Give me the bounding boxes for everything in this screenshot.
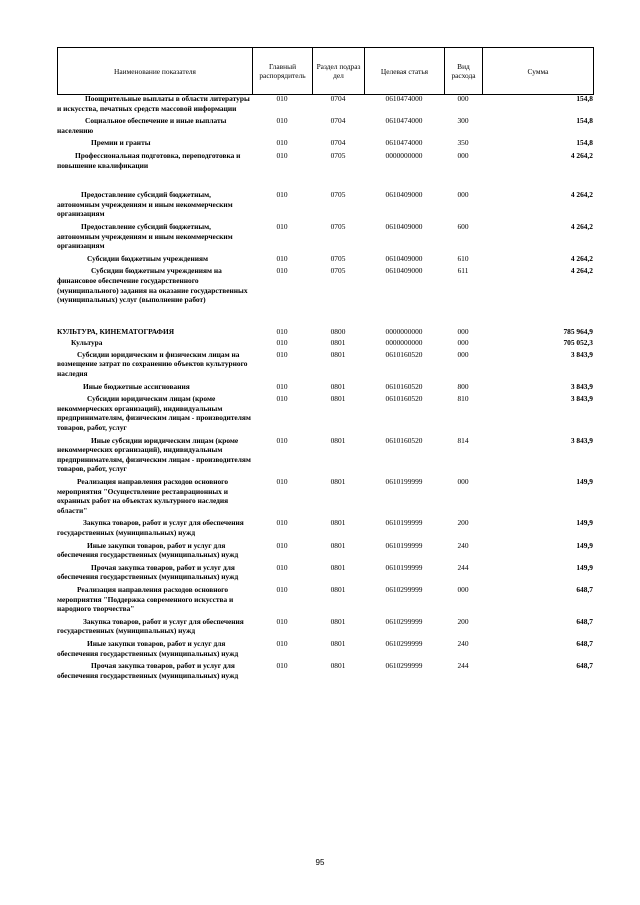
row-name-cell: Субсидии юридическим и физическим лицам на возмещение затрат по сохранению объектов культурного наследия [57,349,248,379]
sum-cell: 154,8 [576,116,593,126]
budget-table [57,94,593,680]
admin-cell: 010 [276,116,288,126]
admin-cell: 010 [276,381,288,391]
target-cell: 0610199999 [385,562,423,572]
admin-cell: 010 [276,94,288,103]
table-header [57,47,594,95]
type-cell: 350 [457,138,469,148]
type-cell: 000 [457,190,469,200]
section-cell: 0801 [330,661,346,671]
row-name-cell: Иные бюджетные ассигнования [83,381,190,391]
type-cell: 610 [457,253,469,263]
row-name-cell: Культура [71,338,103,348]
type-cell: 000 [457,150,469,160]
type-cell: 000 [457,94,469,103]
target-cell: 0610409000 [385,253,423,263]
admin-cell: 010 [276,616,288,626]
admin-cell: 010 [276,326,288,336]
table-row [57,254,593,264]
row-name-cell: Предоставление субсидий бюджетным, автономным учреждениям и иным некоммерческим организациям [57,190,233,219]
target-cell: 0610299999 [385,584,423,594]
sum-cell: 154,8 [576,94,593,103]
row-name-cell: Реализация направления расходов основного мероприятия "Поддержка современного искусства и народного творчества" [57,584,234,614]
sum-cell: 154,8 [576,138,593,148]
sum-cell: 4 264,2 [570,190,593,200]
table-row [57,350,593,379]
type-cell: 000 [457,349,469,359]
sum-cell: 3 843,9 [570,349,593,359]
section-cell: 0705 [330,221,346,231]
target-cell: 0610160520 [385,349,423,359]
target-cell: 0610199999 [385,477,423,486]
target-cell: 0610474000 [385,116,423,126]
admin-cell: 010 [276,584,288,594]
column-header-type: Вид расхода [445,48,483,95]
section-cell: 0705 [330,266,346,276]
table-row [57,661,593,680]
table-row [57,477,593,515]
table-row [57,436,593,474]
row-name-cell: Иные закупки товаров, работ и услуг для обеспечения государственных (муниципальных) нужд [57,540,239,560]
row-name-cell: Социальное обеспечение и иные выплаты населению [57,116,227,135]
admin-cell: 010 [276,338,288,348]
type-cell: 200 [457,616,469,626]
target-cell: 0610474000 [385,94,423,103]
section-cell: 0801 [330,616,346,626]
section-cell: 0704 [330,138,346,148]
table-row [57,116,593,135]
table-row [57,222,593,251]
type-cell: 600 [457,221,469,231]
section-cell: 0801 [330,518,346,528]
column-header-section: Раздел подраз дел [313,48,365,95]
table-row [57,327,593,337]
admin-cell: 010 [276,638,288,648]
row-name-cell: Субсидии бюджетным учреждениям на финансовое обеспечение государственного (муниципального) задания на оказание государственных (муниципальных) услуг (выполнение работ) [57,266,248,305]
section-cell: 0801 [330,540,346,550]
type-cell: 814 [457,435,469,445]
table-row [57,382,593,392]
section-cell: 0801 [330,349,346,359]
spacer-cell [57,305,593,327]
spacer-cell [57,170,593,190]
type-cell: 810 [457,394,469,404]
table-body [57,94,593,680]
section-cell: 0801 [330,338,346,348]
row-name-cell: Прочая закупка товаров, работ и услуг для обеспечения государственных (муниципальных) нужд [57,661,239,680]
row-name-cell: КУЛЬТУРА, КИНЕМАТОГРАФИЯ [57,326,175,336]
row-name-cell: Поощрительные выплаты в области литературы и искусства, печатных средств массовой информации [57,94,250,113]
type-cell: 240 [457,638,469,648]
sum-cell: 4 264,2 [570,150,593,160]
sum-cell: 4 264,2 [570,221,593,231]
target-cell: 0000000000 [385,338,423,348]
table-row [57,151,593,170]
target-cell: 0610199999 [385,540,423,550]
type-cell: 000 [457,326,469,336]
target-cell: 0610474000 [385,138,423,148]
sum-cell: 648,7 [576,584,593,594]
table-row [57,518,593,537]
sum-cell: 149,9 [576,562,593,572]
section-cell: 0801 [330,562,346,572]
section-cell: 0801 [330,435,346,445]
table-row [57,190,593,219]
section-cell: 0705 [330,253,346,263]
admin-cell: 010 [276,435,288,445]
section-cell: 0801 [330,584,346,594]
section-cell: 0705 [330,190,346,200]
admin-cell: 010 [276,562,288,572]
admin-cell: 010 [276,540,288,550]
type-cell: 000 [457,477,469,486]
target-cell: 0610299999 [385,638,423,648]
sum-cell: 648,7 [576,638,593,648]
column-header-sum: Сумма [483,48,594,95]
admin-cell: 010 [276,190,288,200]
row-name-cell: Иные закупки товаров, работ и услуг для обеспечения государственных (муниципальных) нужд [57,638,239,658]
sum-cell: 648,7 [576,661,593,671]
row-name-cell: Профессиональная подготовка, переподготовка и повышение квалификации [57,150,241,170]
target-cell: 0000000000 [385,150,423,160]
page-number: 95 [315,858,325,867]
sum-cell: 3 843,9 [570,435,593,445]
target-cell: 0610409000 [385,266,423,276]
admin-cell: 010 [276,477,288,486]
type-cell: 300 [457,116,469,126]
row-name-cell: Реализация направления расходов основного мероприятия "Осуществление реставрационных и охранных работ на объектах культурного наследия области" [57,477,229,515]
target-cell: 0000000000 [385,326,423,336]
admin-cell: 010 [276,266,288,276]
table-row [57,94,593,113]
admin-cell: 010 [276,518,288,528]
sum-cell: 705 052,3 [563,338,593,348]
row-name-cell: Предоставление субсидий бюджетным, автономным учреждениям и иным некоммерческим организациям [57,221,233,251]
sum-cell: 3 843,9 [570,394,593,404]
table-row [57,563,593,582]
sum-cell: 785 964,9 [563,326,593,336]
sum-cell: 3 843,9 [570,381,593,391]
admin-cell: 010 [276,349,288,359]
table-row [57,541,593,560]
section-cell: 0801 [330,477,346,486]
admin-cell: 010 [276,253,288,263]
type-cell: 244 [457,661,469,671]
sum-cell: 149,9 [576,477,593,486]
admin-cell: 010 [276,394,288,404]
type-cell: 800 [457,381,469,391]
target-cell: 0610299999 [385,661,423,671]
section-cell: 0801 [330,381,346,391]
target-cell: 0610409000 [385,190,423,200]
sum-cell: 4 264,2 [570,266,593,276]
table-row [57,338,593,348]
section-cell: 0800 [330,326,346,336]
admin-cell: 010 [276,150,288,160]
row-name-cell: Прочая закупка товаров, работ и услуг для обеспечения государственных (муниципальных) нужд [57,562,239,582]
type-cell: 240 [457,540,469,550]
row-name-cell: Иные субсидии юридическим лицам (кроме некоммерческих организаций), индивидуальным предпринимателям, физическим лицам - производителям товаров, работ, услуг [57,435,251,474]
column-header-target: Целевая статья [365,48,445,95]
table-row [57,138,593,148]
section-cell: 0801 [330,394,346,404]
type-cell: 244 [457,562,469,572]
row-spacer [57,305,593,327]
admin-cell: 010 [276,221,288,231]
type-cell: 200 [457,518,469,528]
admin-cell: 010 [276,138,288,148]
table-row [57,617,593,636]
row-spacer [57,170,593,190]
sum-cell: 149,9 [576,540,593,550]
admin-cell: 010 [276,661,288,671]
row-name-cell: Субсидии юридическим лицам (кроме некоммерческих организаций), индивидуальным предпринимателям, физическим лицам - производителям товаров, работ, услуг [57,394,251,433]
section-cell: 0704 [330,116,346,126]
target-cell: 0610160520 [385,381,423,391]
table-row [57,585,593,614]
target-cell: 0610409000 [385,221,423,231]
sum-cell: 648,7 [576,616,593,626]
sum-cell: 149,9 [576,518,593,528]
type-cell: 000 [457,338,469,348]
type-cell: 000 [457,584,469,594]
row-name-cell: Закупка товаров, работ и услуг для обеспечения государственных (муниципальных) нужд [57,616,244,636]
table-row [57,266,593,304]
sum-cell: 4 264,2 [570,253,593,263]
section-cell: 0801 [330,638,346,648]
row-name-cell: Закупка товаров, работ и услуг для обеспечения государственных (муниципальных) нужд [57,518,244,537]
type-cell: 611 [457,266,469,276]
table-row [57,639,593,658]
target-cell: 0610299999 [385,616,423,626]
target-cell: 0610160520 [385,435,423,445]
row-name-cell: Субсидии бюджетным учреждениям [87,253,209,263]
column-header-name: Наименование показателя [58,48,253,95]
section-cell: 0705 [330,150,346,160]
target-cell: 0610199999 [385,518,423,528]
table-row [57,394,593,432]
column-header-admin: Главный распорядитель [253,48,313,95]
target-cell: 0610160520 [385,394,423,404]
section-cell: 0704 [330,94,346,103]
row-name-cell: Премии и гранты [91,138,151,148]
